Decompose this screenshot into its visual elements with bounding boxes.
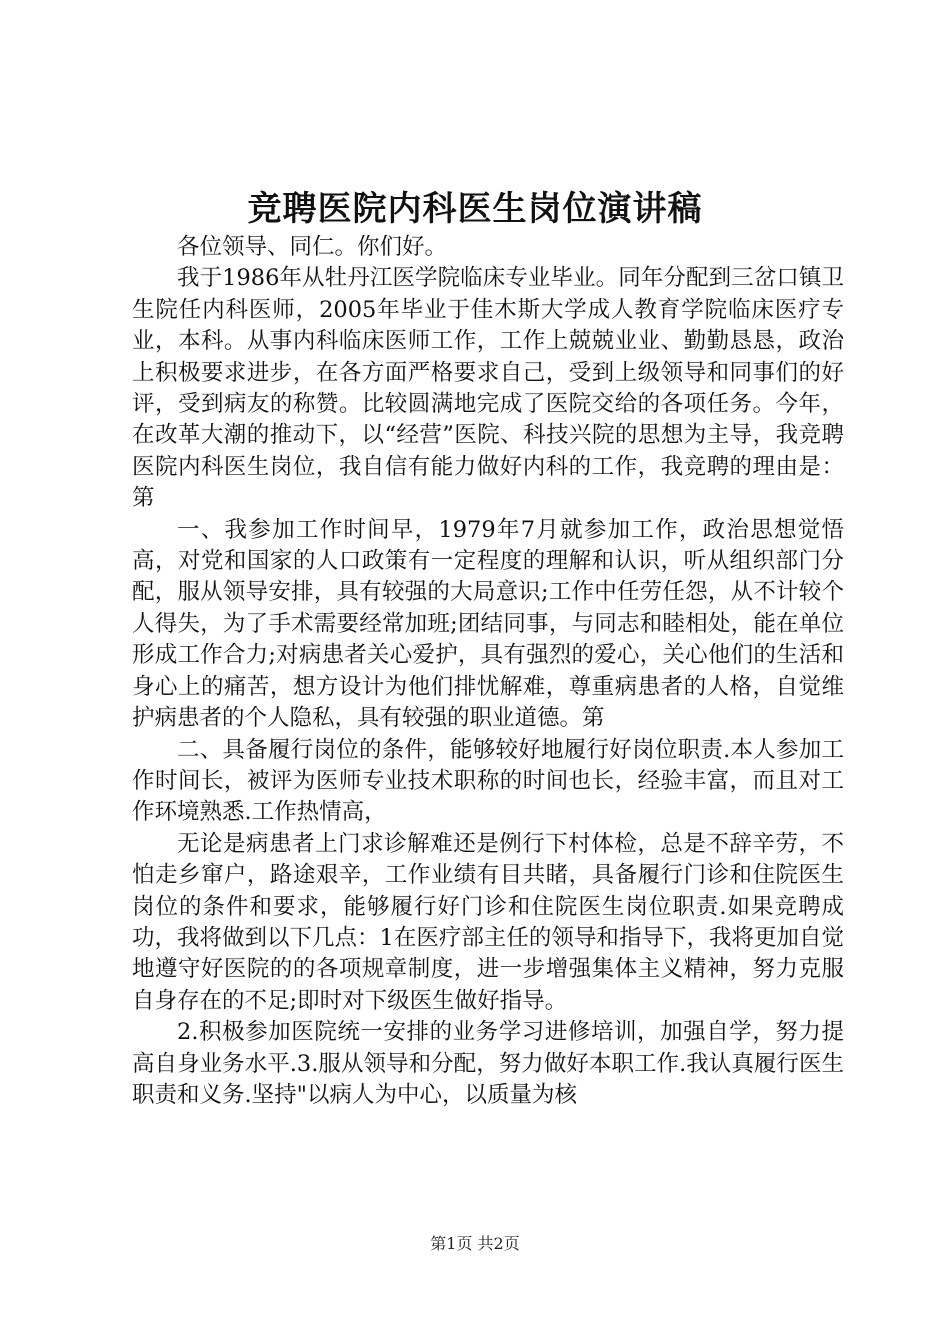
page-footer: 第1页 共2页 bbox=[430, 1234, 520, 1253]
paragraph-reason-one: 一、我参加工作时间早，1979年7月就参加工作，政治思想觉悟高，对党和国家的人口政策有一定程度的理解和认识，听从组织部门分配，服从领导安排，具有较强的大局意识;工作中任劳任怨，从不计较个人得失，为了手术需要经常加班;团结同事，与同志和睦相处，能在单位形成工作合力;对病患者关心爱护，具有强烈的爱心，关心他们的生活和身心上的痛苦，想方设计为他们排忧解难，尊重病患者的人格，自觉维护病患者的个人隐私，具有较强的职业道德。第 bbox=[132, 516, 844, 732]
paragraph-reason-two: 二、具备履行岗位的条件，能够较好地履行好岗位职责.本人参加工作时间长，被评为医师专业技术职称的时间也长，经验丰富，而且对工作环境熟悉.工作热情高， bbox=[132, 736, 844, 826]
paragraph-commitments: 无论是病患者上门求诊解难还是例行下村体检，总是不辞辛劳，不怕走乡窜户，路途艰辛，工作业绩有目共睹，具备履行门诊和住院医生岗位的条件和要求，能够履行好门诊和住院医生岗位职责.如果竞聘成功，我将做到以下几点：1在医疗部主任的领导和指导下，我将更加自觉地遵守好医院的的各项规章制度，进一步增强集体主义精神，努力克服自身存在的不足;即时对下级医生做好指导。 bbox=[132, 830, 844, 1014]
paragraph-points: 2.积极参加医院统一安排的业务学习进修培训，加强自学，努力提高自身业务水平.3.服从领导和分配，努力做好本职工作.我认真履行医生职责和义务.坚持"以病人为中心，以质量为核 bbox=[132, 1019, 844, 1108]
paragraph-greeting: 各位领导、同仁。你们好。 bbox=[177, 234, 448, 260]
document-title: 竞聘医院内科医生岗位演讲稿 bbox=[247, 189, 703, 229]
document-body bbox=[132, 232, 844, 1111]
paragraph-background: 我于1986年从牡丹江医学院临床专业毕业。同年分配到三岔口镇卫生院任内科医师，2005年毕业于佳木斯大学成人教育学院临床医疗专业，本科。从事内科临床医师工作，工作上兢兢业业、勤勤恳恳，政治上积极要求进步，在各方面严格要求自己，受到上级领导和同事们的好评，受到病友的称赞。比较圆满地完成了医院交给的各项任务。今年，在改革大潮的推动下，以“经营”医院、科技兴院的思想为主导，我竞聘医院内科医生岗位，我自信有能力做好内科的工作，我竞聘的理由是：第 bbox=[132, 265, 844, 512]
